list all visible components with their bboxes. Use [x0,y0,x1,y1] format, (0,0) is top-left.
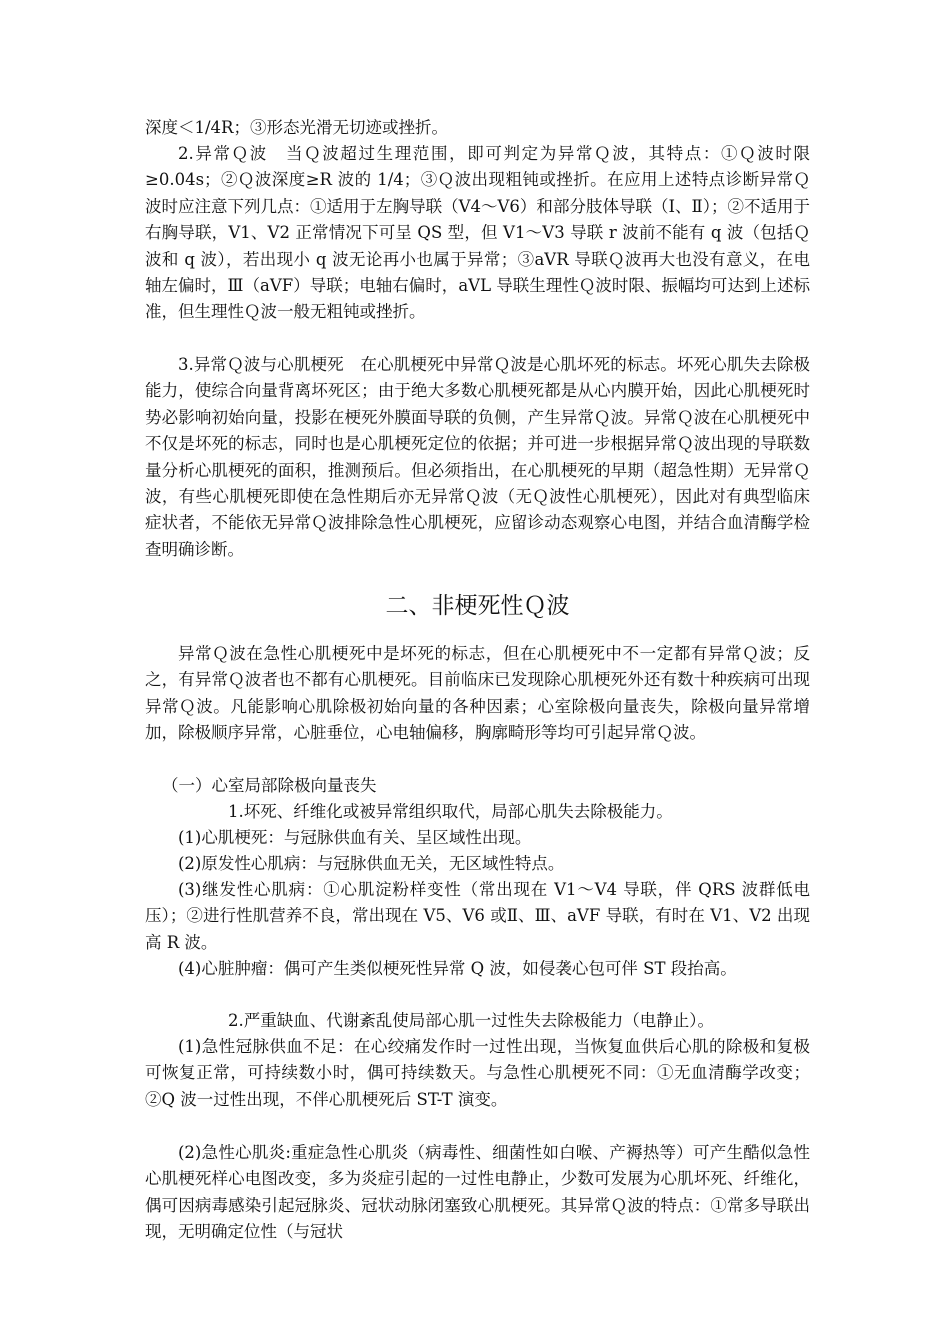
subheading-depolarization-loss: （一）心室局部除极向量丧失 [162,776,377,795]
paragraph-non-infarct-intro: 异常Ｑ波在急性心肌梗死中是坏死的标志，但在心肌梗死中不一定都有异常Ｑ波；反之，有异常Ｑ波者也不都有心肌梗死。目前临床已发现除心肌梗死外还有数十种疾病可出现异常Ｑ波。凡能影响心肌除极初始向量的各种因素；心室除极向量丧失，除极向量异常增加，除极顺序异常，心脏垂位，心电轴偏移，胸廓畸形等均可引起异常Ｑ波。 [145,644,810,743]
item-acute-coronary-insufficiency: (1)急性冠脉供血不足：在心绞痛发作时一过性出现，当恢复血供后心肌的除极和复极可恢复正常，可持续数小时，偶可持续数天。与急性心肌梗死不同：①无血清酶学改变；②Q 波一过性出现，不伴心肌梗死后 ST-T 演变。 [145,1037,810,1109]
paragraph-abnormal-q-wave: 2.异常Ｑ波 当Ｑ波超过生理范围，即可判定为异常Ｑ波，其特点：①Ｑ波时限≥0.04s；②Ｑ波深度≥R 波的 1/4；③Ｑ波出现粗钝或挫折。在应用上述特点诊断异常Ｑ波时应注意下列几点：①适用于左胸导联（V4～V6）和部分肢体导联（Ⅰ、Ⅱ）；②不适用于右胸导联，V1、V2 正常情况下可呈 QS 型，但 V1～V3 导联 r 波前不能有 q 波（包括Ｑ波和 q 波），若出现小 q 波无论再小也属于异常；③aVR 导联Ｑ波再大也没有意义，在电轴左偏时，Ⅲ（aVF）导联；电轴右偏时，aVL 导联生理性Ｑ波时限、振幅均可达到上述标准，但生理性Ｑ波一般无粗钝或挫折。 [145,144,810,322]
item-myocardial-infarction: (1)心肌梗死：与冠脉供血有关、呈区域性出现。 [178,828,532,847]
section-heading: 二、非梗死性Ｑ波 [385,593,570,619]
paragraph-q-wave-infarction: 3.异常Ｑ波与心肌梗死 在心肌梗死中异常Ｑ波是心肌坏死的标志。坏死心肌失去除极能力，使综合向量背离坏死区；由于绝大多数心肌梗死都是从心内膜开始，因此心肌梗死时势必影响初始向量，投影在梗死外膜面导联的负侧，产生异常Ｑ波。异常Ｑ波在心肌梗死中不仅是坏死的标志，同时也是心肌梗死定位的依据；并可进一步根据异常Ｑ波出现的导联数量分析心肌梗死的面积，推测预后。但必须指出，在心肌梗死的早期（超急性期）无异常Ｑ波，有些心肌梗死即使在急性期后亦无异常Ｑ波（无Ｑ波性心肌梗死），因此对有典型临床症状者，不能依无异常Ｑ波排除急性心肌梗死，应留诊动态观察心电图，并结合血清酶学检查明确诊断。 [145,355,810,559]
paragraph-depth-criteria: 深度＜1/4R；③形态光滑无切迹或挫折。 [145,118,448,137]
item-primary-cardiomyopathy: (2)原发性心肌病：与冠脉供血无关，无区域性特点。 [178,854,565,873]
item-acute-myocarditis: (2)急性心肌炎:重症急性心肌炎（病毒性、细菌性如白喉、产褥热等）可产生酷似急性心肌梗死样心电图改变，多为炎症引起的一过性电静止，少数可发展为心肌坏死、纤维化，偶可因病毒感染引起冠脉炎、冠状动脉闭塞致心肌梗死。其异常Ｑ波的特点：①常多导联出现，无明确定位性（与冠状 [145,1143,810,1242]
item-cardiac-tumor: (4)心脏肿瘤：偶可产生类似梗死性异常 Q 波，如侵袭心包可伴 ST 段抬高。 [178,959,737,978]
item-secondary-cardiomyopathy: (3)继发性心肌病：①心肌淀粉样变性（常出现在 V1～V4 导联，伴 QRS 波群低电压）；②进行性肌营养不良，常出现在 V5、V6 或Ⅱ、Ⅲ、aVF 导联，有时在 V1、V2 出现高 R 波。 [145,880,810,952]
item-necrosis-fibrosis: 1.坏死、纤维化或被异常组织取代，局部心肌失去除极能力。 [228,802,673,821]
item-severe-ischemia: 2.严重缺血、代谢紊乱使局部心肌一过性失去除极能力（电静止）。 [228,1011,714,1030]
